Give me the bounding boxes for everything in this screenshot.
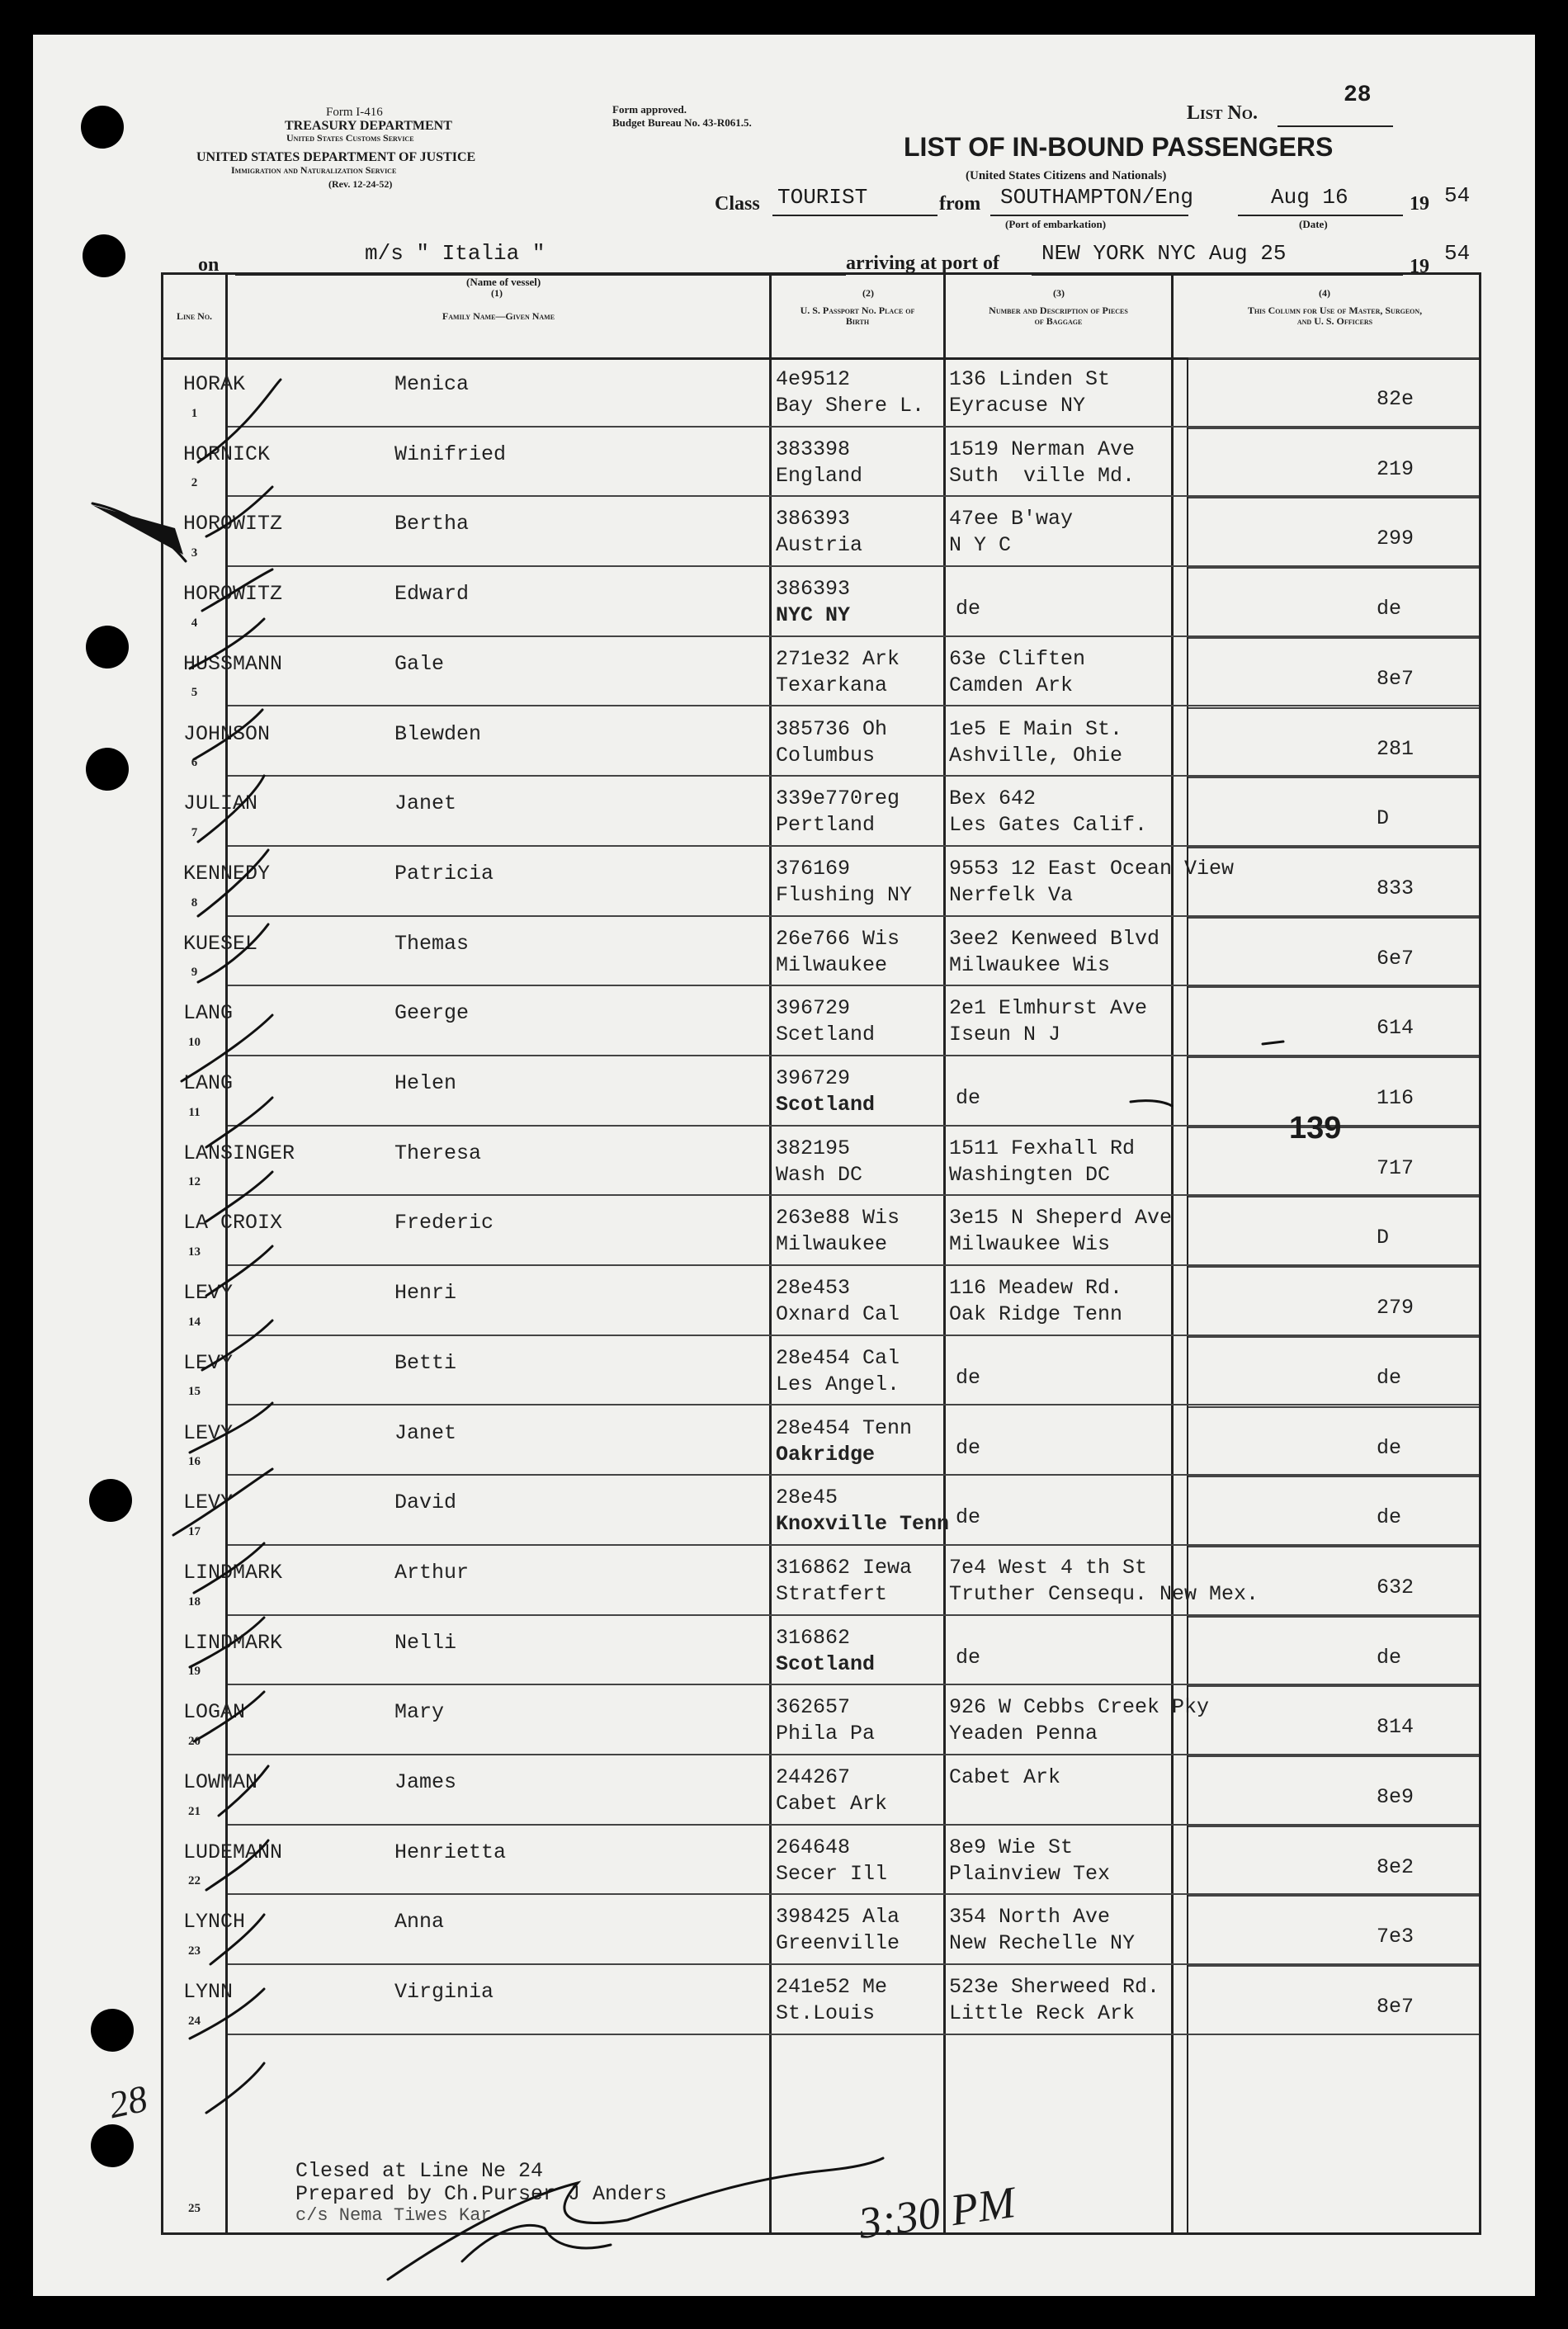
family-name: LINDMARK [183, 1560, 283, 1585]
table-row [163, 707, 1479, 777]
address-line-2: New Rechelle NY [949, 1931, 1136, 1956]
address-line-1: Bex 642 [949, 787, 1037, 811]
table-row [163, 1476, 1479, 1546]
address-line-2: Washingten DC [949, 1162, 1111, 1187]
cs-note: c/s Nema Tiwes Kar [295, 2205, 492, 2226]
address-line-2: Oak Ridge Tenn [949, 1302, 1123, 1327]
officer-note: D [1377, 1226, 1390, 1250]
dept-customs: United States Customs Service [286, 132, 414, 144]
address-line-1: 8e9 Wie St [949, 1835, 1074, 1859]
address-line-2: Les Gates Calif. [949, 813, 1148, 838]
list-number: 28 [1344, 83, 1372, 108]
header-passport: U. S. Passport No. Place of Birth [800, 305, 915, 327]
departure-date: Aug 16 [1271, 185, 1348, 210]
given-name: David [394, 1490, 457, 1515]
line-number: 4 [191, 616, 198, 630]
address-line-1: 7e4 West 4 th St [949, 1555, 1148, 1580]
passport-number: 4e9512 [776, 367, 851, 391]
header-line-no: Line No. [176, 309, 213, 322]
line-number: 23 [188, 1944, 201, 1958]
given-name: Henrietta [394, 1840, 507, 1864]
address-line-1: 47ee B'way [949, 507, 1074, 531]
family-name: KENNEDY [183, 861, 271, 886]
officer-guideline [1188, 1196, 1479, 1198]
passport-number: 271e32 Ark [776, 646, 900, 671]
address-line-1: 1519 Nerman Ave [949, 437, 1136, 461]
place-of-birth: Scotland [776, 1093, 876, 1117]
col-ref-2: (2) [862, 287, 874, 299]
table-row [163, 637, 1479, 707]
address-line-2: de [956, 1435, 981, 1460]
address-line-1: 3ee2 Kenweed Blvd [949, 926, 1160, 951]
family-name: HUSSMANN [183, 651, 283, 676]
officer-guideline [1188, 917, 1479, 919]
officer-note: 8e7 [1377, 1995, 1415, 2020]
row-divider [228, 2034, 1479, 2035]
table-row [163, 1755, 1479, 1826]
table-row [163, 1196, 1479, 1266]
prepared-note: Prepared by Ch.Purser J Anders [295, 2182, 668, 2206]
passport-number: 396729 [776, 1066, 851, 1090]
table-row [163, 1266, 1479, 1336]
line-number: 14 [188, 1315, 201, 1329]
given-name: Helen [394, 1071, 457, 1095]
class-value: TOURIST [777, 185, 868, 210]
place-of-birth: Texarkana [776, 673, 888, 697]
family-name: HORNICK [183, 442, 271, 466]
officer-note: 299 [1377, 527, 1415, 551]
officer-guideline [1188, 1406, 1479, 1408]
place-of-birth: Wash DC [776, 1162, 863, 1187]
officer-note: de [1377, 1505, 1402, 1530]
address-line-1: 63e Cliften [949, 646, 1086, 671]
place-of-birth: Pertland [776, 813, 876, 838]
line-number: 21 [188, 1804, 201, 1818]
punch-hole [83, 234, 125, 277]
officer-note: 8e7 [1377, 666, 1415, 691]
table-row [163, 2152, 1479, 2226]
place-of-birth: England [776, 463, 863, 488]
officer-guideline [1188, 707, 1479, 709]
punch-hole [81, 106, 124, 149]
form-number: Form I-416 [326, 106, 383, 119]
table-row [163, 847, 1479, 917]
table-row [163, 1056, 1479, 1127]
line-number: 8 [191, 895, 198, 909]
officer-guideline [1188, 1616, 1479, 1618]
given-name: Gale [394, 651, 445, 676]
place-of-birth: NYC NY [776, 603, 851, 628]
given-name: Nelli [394, 1630, 457, 1655]
passport-number: 362657 [776, 1695, 851, 1720]
line-number: 9 [191, 966, 198, 980]
col-ref-3: (3) [1053, 287, 1065, 299]
officer-note: 8e2 [1377, 1854, 1415, 1879]
family-name: LOGAN [183, 1700, 246, 1725]
family-name: HOROWITZ [183, 512, 283, 536]
punch-hole [91, 2009, 134, 2052]
place-of-birth: Oakridge [776, 1442, 876, 1467]
address-line-1: 1e5 E Main St. [949, 716, 1123, 741]
officer-note: de [1377, 597, 1402, 621]
passport-number: 396729 [776, 996, 851, 1021]
from-value: SOUTHAMPTON/Eng [1000, 185, 1194, 210]
address-line-2: Yeaden Penna [949, 1722, 1098, 1746]
officer-guideline [1188, 637, 1479, 639]
table-row [163, 1406, 1479, 1476]
port-embark-caption: (Port of embarkation) [1005, 218, 1107, 230]
officer-guideline [1188, 1266, 1479, 1268]
given-name: Bertha [394, 512, 470, 536]
address-line-1: 926 W Cebbs Creek Pky [949, 1695, 1210, 1720]
passport-number: 382195 [776, 1136, 851, 1160]
address-line-2: Truther Censequ. New Mex. [949, 1581, 1259, 1606]
officer-guideline [1188, 1336, 1479, 1338]
officer-note: 219 [1377, 456, 1415, 481]
line-number: 10 [188, 1035, 201, 1049]
given-name: Geerge [394, 1001, 470, 1026]
officer-guideline [1188, 777, 1479, 778]
officer-guideline [1188, 1056, 1479, 1058]
officer-note: 8e9 [1377, 1785, 1415, 1809]
vessel-caption: (Name of vessel) [466, 276, 541, 288]
family-name: LINDMARK [183, 1630, 283, 1655]
place-of-birth: Oxnard Cal [776, 1302, 900, 1327]
vessel-name: m/s " Italia " [365, 241, 545, 266]
line-number: 15 [188, 1385, 201, 1399]
punch-hole [91, 2124, 134, 2167]
officer-note: 717 [1377, 1155, 1415, 1180]
from-label: from [939, 193, 981, 215]
line-number: 16 [188, 1455, 201, 1469]
address-line-2: de [956, 1505, 981, 1530]
passport-number: 264648 [776, 1835, 851, 1859]
header-name: Family Name—Given Name [442, 309, 555, 322]
given-name: Anna [394, 1910, 445, 1935]
officer-note: 614 [1377, 1016, 1415, 1041]
officer-note: 116 [1377, 1086, 1415, 1110]
passport-number: 386393 [776, 577, 851, 602]
family-name: LEVY [183, 1490, 234, 1515]
place-of-birth: Secer Ill [776, 1861, 888, 1886]
passport-number: 28e454 Tenn [776, 1415, 913, 1440]
family-name: LOWMAN [183, 1770, 258, 1794]
table-row [163, 777, 1479, 847]
given-name: Janet [394, 791, 457, 816]
table-row [163, 1895, 1479, 1965]
line-number: 22 [188, 1874, 201, 1888]
family-name: LA CROIX [183, 1211, 283, 1235]
officer-note: 82e [1377, 387, 1415, 411]
page-subtitle: (United States Citizens and Nationals) [966, 169, 1167, 182]
given-name: Arthur [394, 1560, 470, 1585]
line-number: 5 [191, 686, 198, 700]
address-line-2: Ashville, Ohie [949, 743, 1123, 768]
given-name: Blewden [394, 721, 482, 746]
officer-guideline [1188, 1755, 1479, 1757]
passport-number: 244267 [776, 1765, 851, 1789]
officer-note: de [1377, 1365, 1402, 1390]
officer-guideline [1188, 497, 1479, 498]
year2-prefix: 19 [1410, 256, 1429, 277]
address-line-1: 9553 12 East Ocean View [949, 856, 1235, 881]
address-line-1: 354 North Ave [949, 1905, 1111, 1930]
given-name: James [394, 1770, 457, 1794]
family-name: LYNN [183, 1980, 234, 2005]
dept-treasury: TREASURY DEPARTMENT [285, 119, 452, 133]
form-approved: Form approved. [612, 103, 687, 116]
given-name: Themas [394, 931, 470, 956]
stamp-number: 139 [1289, 1111, 1342, 1146]
officer-guideline [1188, 357, 1479, 359]
passport-number: 376169 [776, 856, 851, 881]
family-name: JOHNSON [183, 721, 271, 746]
date-caption: (Date) [1299, 218, 1328, 230]
line-number: 18 [188, 1594, 201, 1609]
passport-number: 241e52 Me [776, 1975, 888, 2000]
given-name: Betti [394, 1350, 457, 1375]
page-title: LIST OF IN-BOUND PASSENGERS [904, 132, 1334, 162]
officer-guideline [1188, 1476, 1479, 1477]
dept-ins: Immigration and Naturalization Service [231, 164, 397, 176]
address-line-2: de [956, 1645, 981, 1670]
officer-guideline [1188, 986, 1479, 988]
line-number: 19 [188, 1665, 201, 1679]
place-of-birth: St.Louis [776, 2001, 876, 2026]
officer-guideline [1188, 1895, 1479, 1897]
family-name: HORAK [183, 372, 246, 396]
list-no-label: List No. [1187, 102, 1258, 124]
address-line-2: N Y C [949, 533, 1012, 558]
family-name: KUESEL [183, 931, 258, 956]
class-label: Class [715, 193, 760, 215]
table-header [163, 275, 1479, 360]
place-of-birth: Scotland [776, 1651, 876, 1676]
table-row [163, 1685, 1479, 1755]
address-line-2: Little Reck Ark [949, 2001, 1136, 2026]
table-row [163, 917, 1479, 987]
address-line-1: 1511 Fexhall Rd [949, 1136, 1136, 1160]
officer-note: 279 [1377, 1296, 1415, 1320]
passport-number: 398425 Ala [776, 1905, 900, 1930]
table-row [163, 497, 1479, 567]
handwritten-time: 3:30 PM [855, 2177, 1018, 2248]
punch-hole [89, 1479, 132, 1522]
address-line-2: Suth ville Md. [949, 463, 1136, 488]
header-baggage: Number and Description of Pieces of Baggage [989, 305, 1128, 327]
address-line-2: Nerfelk Va [949, 882, 1074, 907]
place-of-birth: Greenville [776, 1931, 900, 1956]
budget-bureau: Budget Bureau No. 43-R061.5. [612, 116, 752, 129]
closed-note: Clesed at Line Ne 24 [295, 2159, 544, 2183]
family-name: LYNCH [183, 1910, 246, 1935]
table-row [163, 1546, 1479, 1616]
officer-guideline [1188, 428, 1479, 429]
punch-hole [86, 748, 129, 791]
place-of-birth: Milwaukee [776, 1232, 888, 1257]
passport-number: 386393 [776, 507, 851, 531]
address-line-2: Plainview Tex [949, 1861, 1111, 1886]
family-name: LANG [183, 1071, 234, 1095]
address-line-1: Cabet Ark [949, 1765, 1061, 1789]
officer-note: de [1377, 1435, 1402, 1460]
year2-value: 54 [1444, 241, 1471, 266]
officer-guideline [1188, 1826, 1479, 1827]
line-number: 12 [188, 1175, 201, 1189]
table-row [163, 567, 1479, 637]
given-name: Janet [394, 1420, 457, 1445]
passenger-table [161, 272, 1481, 2235]
line-number: 13 [188, 1245, 201, 1259]
passport-number: 28e454 Cal [776, 1345, 900, 1370]
officer-note: de [1377, 1645, 1402, 1670]
given-name: Menica [394, 372, 470, 396]
address-line-2: Milwaukee Wis [949, 1232, 1111, 1257]
table-row [163, 1965, 1479, 2035]
year1-value: 54 [1444, 183, 1471, 208]
officer-note: 6e7 [1377, 946, 1415, 971]
table-row [163, 1826, 1479, 1896]
line-number: 25 [188, 2201, 201, 2215]
family-name: JULIAN [183, 791, 258, 816]
place-of-birth: Milwaukee [776, 952, 888, 977]
line-number: 7 [191, 825, 198, 839]
address-line-1: 116 Meadew Rd. [949, 1276, 1123, 1301]
line-number: 1 [191, 406, 198, 420]
year1-prefix: 19 [1410, 193, 1429, 215]
margin-handwritten-28: 28 [105, 2076, 151, 2127]
family-name: LUDEMANN [183, 1840, 283, 1864]
family-name: LANG [183, 1001, 234, 1026]
table-row [163, 428, 1479, 498]
officer-note: 7e3 [1377, 1925, 1415, 1949]
address-line-2: Milwaukee Wis [949, 952, 1111, 977]
given-name: Virginia [394, 1980, 494, 2005]
passport-number: 28e453 [776, 1276, 851, 1301]
officer-guideline [1188, 1546, 1479, 1547]
address-line-1: 523e Sherweed Rd. [949, 1975, 1160, 2000]
on-label: on [198, 254, 220, 276]
place-of-birth: Scetland [776, 1023, 876, 1047]
punch-hole [86, 626, 129, 668]
address-line-1: 2e1 Elmhurst Ave [949, 996, 1148, 1021]
officer-note: 632 [1377, 1575, 1415, 1599]
family-name: LANSINGER [183, 1141, 295, 1165]
table-row [163, 1616, 1479, 1686]
given-name: Patricia [394, 861, 494, 886]
address-line-1: 3e15 N Sheperd Ave [949, 1206, 1173, 1231]
officer-note: 281 [1377, 736, 1415, 761]
col-ref-4: (4) [1319, 287, 1330, 299]
officer-guideline [1188, 1685, 1479, 1687]
table-row [163, 986, 1479, 1056]
passport-number: 28e45 [776, 1486, 838, 1510]
place-of-birth: Bay Shere L. [776, 394, 925, 418]
place-of-birth: Phila Pa [776, 1722, 876, 1746]
dept-justice: UNITED STATES DEPARTMENT OF JUSTICE [196, 150, 476, 164]
col-ref-1: (1) [491, 287, 503, 299]
officer-guideline [1188, 847, 1479, 848]
place-of-birth: Austria [776, 533, 863, 558]
given-name: Theresa [394, 1141, 482, 1165]
given-name: Frederic [394, 1211, 494, 1235]
address-line-2: de [956, 1365, 981, 1390]
given-name: Henri [394, 1281, 457, 1306]
address-line-2: Camden Ark [949, 673, 1074, 697]
address-line-1: 136 Linden St [949, 367, 1111, 391]
passport-number: 339e770reg [776, 787, 900, 811]
line-number: 3 [191, 546, 198, 560]
passport-number: 316862 [776, 1625, 851, 1650]
family-name: LEVY [183, 1281, 234, 1306]
officer-note: 833 [1377, 876, 1415, 900]
passport-number: 263e88 Wis [776, 1206, 900, 1231]
line-number: 11 [188, 1105, 201, 1119]
family-name: LEVY [183, 1350, 234, 1375]
family-name: HOROWITZ [183, 582, 283, 607]
officer-note: D [1377, 806, 1390, 831]
line-number: 6 [191, 756, 198, 770]
table-row [163, 1336, 1479, 1406]
given-name: Mary [394, 1700, 445, 1725]
passport-number: 385736 Oh [776, 716, 888, 741]
line-number: 2 [191, 476, 198, 490]
address-line-2: de [956, 1086, 981, 1110]
officer-note: 814 [1377, 1715, 1415, 1740]
passport-number: 383398 [776, 437, 851, 461]
given-name: Winifried [394, 442, 507, 466]
table-row [163, 1127, 1479, 1197]
line-number: 20 [188, 1734, 201, 1748]
place-of-birth: Columbus [776, 743, 876, 768]
passport-number: 26e766 Wis [776, 926, 900, 951]
officer-guideline [1188, 567, 1479, 569]
given-name: Edward [394, 582, 470, 607]
family-name: LEVY [183, 1420, 234, 1445]
place-of-birth: Knoxville Tenn [776, 1512, 950, 1537]
place-of-birth: Flushing NY [776, 882, 913, 907]
form-revision: (Rev. 12-24-52) [328, 178, 393, 190]
arriving-label: arriving at port of [846, 253, 999, 274]
officer-guideline [1188, 1965, 1479, 1967]
place-of-birth: Cabet Ark [776, 1792, 888, 1816]
place-of-birth: Les Angel. [776, 1372, 900, 1396]
table-row [163, 357, 1479, 428]
place-of-birth: Stratfert [776, 1581, 888, 1606]
line-number: 24 [188, 2014, 201, 2028]
header-officers: This Column for Use of Master, Surgeon, and U. S. Officers [1247, 305, 1423, 327]
passport-number: 316862 Iewa [776, 1555, 913, 1580]
line-number: 17 [188, 1524, 201, 1538]
address-line-2: de [956, 597, 981, 621]
address-line-2: Eyracuse NY [949, 394, 1086, 418]
arrival-port-date: NEW YORK NYC Aug 25 [1041, 241, 1287, 266]
address-line-2: Iseun N J [949, 1023, 1061, 1047]
